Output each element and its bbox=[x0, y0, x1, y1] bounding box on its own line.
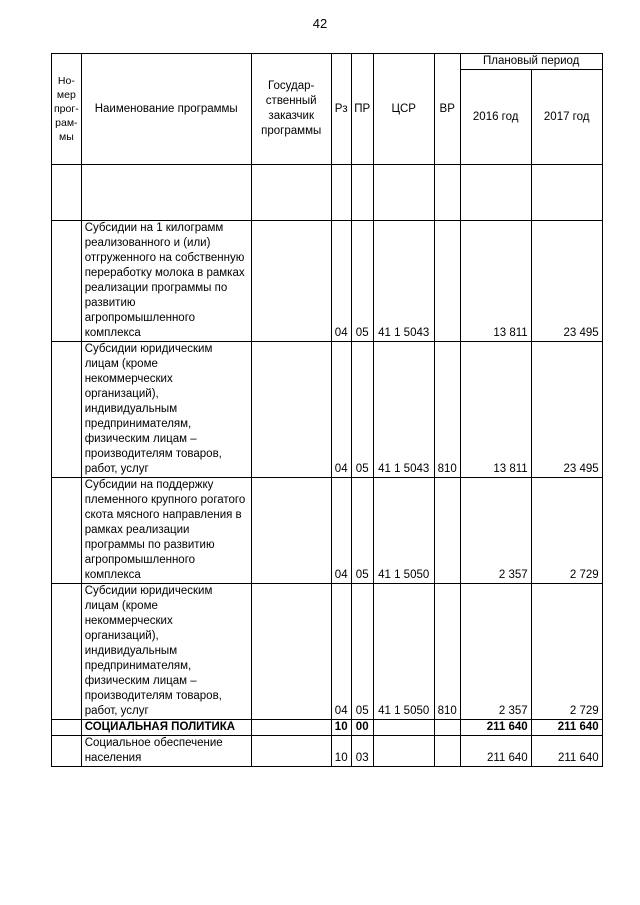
row-2017-cell: 211 640 bbox=[531, 720, 602, 736]
header-spacer-csr bbox=[373, 165, 434, 221]
table-row bbox=[52, 736, 603, 767]
row-rz-cell: 04 bbox=[331, 478, 351, 584]
row-number-cell bbox=[52, 736, 82, 767]
table-row bbox=[52, 221, 603, 342]
header-spacer-number bbox=[52, 165, 82, 221]
row-csr-cell bbox=[373, 720, 434, 736]
row-number-cell bbox=[52, 720, 82, 736]
header-number: Но-мер прог-рам-мы bbox=[52, 54, 82, 165]
row-2017-cell: 211 640 bbox=[531, 736, 602, 767]
row-customer-cell bbox=[251, 720, 331, 736]
row-pr-cell: 00 bbox=[351, 720, 373, 736]
row-number-cell bbox=[52, 342, 82, 478]
row-csr-cell: 41 1 5043 bbox=[373, 342, 434, 478]
header-vr: ВР bbox=[434, 54, 460, 165]
row-2016-cell: 211 640 bbox=[460, 720, 531, 736]
row-pr-cell: 05 bbox=[351, 342, 373, 478]
row-number-cell bbox=[52, 221, 82, 342]
row-csr-cell: 41 1 5050 bbox=[373, 478, 434, 584]
page-number: 42 bbox=[312, 16, 328, 31]
row-2017-cell: 2 729 bbox=[531, 478, 602, 584]
header-spacer-rz bbox=[331, 165, 351, 221]
row-name-cell: Социальное обеспечение населения bbox=[81, 736, 251, 767]
header-spacer-name bbox=[81, 165, 251, 221]
row-vr-cell bbox=[434, 478, 460, 584]
header-spacer-pr bbox=[351, 165, 373, 221]
table-header bbox=[52, 54, 603, 221]
row-vr-cell bbox=[434, 720, 460, 736]
row-pr-cell: 05 bbox=[351, 478, 373, 584]
row-rz-cell: 04 bbox=[331, 342, 351, 478]
row-pr-cell: 03 bbox=[351, 736, 373, 767]
row-customer-cell bbox=[251, 736, 331, 767]
row-2016-cell: 2 357 bbox=[460, 478, 531, 584]
row-2016-cell: 13 811 bbox=[460, 342, 531, 478]
header-year-2016: 2016 год bbox=[460, 70, 531, 165]
table-row bbox=[52, 342, 603, 478]
row-vr-cell: 810 bbox=[434, 342, 460, 478]
header-year-2017: 2017 год bbox=[531, 70, 602, 165]
header-spacer-2017 bbox=[531, 165, 602, 221]
row-name-cell: Субсидии юридическим лицам (кроме некоммерческих организаций), индивидуальным предпринимателям, физическим лицам – производителям товаров, работ, услуг bbox=[81, 584, 251, 720]
row-name-cell: СОЦИАЛЬНАЯ ПОЛИТИКА bbox=[81, 720, 251, 736]
row-customer-cell bbox=[251, 584, 331, 720]
row-csr-cell bbox=[373, 736, 434, 767]
header-name: Наименование программы bbox=[81, 54, 251, 165]
row-2016-cell: 13 811 bbox=[460, 221, 531, 342]
row-customer-cell bbox=[251, 342, 331, 478]
row-vr-cell bbox=[434, 221, 460, 342]
table-body bbox=[52, 221, 603, 767]
row-name-cell: Субсидии юридическим лицам (кроме некоммерческих организаций), индивидуальным предпринимателям, физическим лицам – производителям товаров, работ, услуг bbox=[81, 342, 251, 478]
row-customer-cell bbox=[251, 221, 331, 342]
row-name-cell: Субсидии на 1 килограмм реализованного и (или) отгруженного на собственную переработку молока в рамках реализации программы по развитию агропромышленного комплекса bbox=[81, 221, 251, 342]
header-rz: Рз bbox=[331, 54, 351, 165]
row-2017-cell: 23 495 bbox=[531, 221, 602, 342]
header-customer: Государ-ственный заказчик программы bbox=[251, 54, 331, 165]
row-2017-cell: 23 495 bbox=[531, 342, 602, 478]
row-rz-cell: 10 bbox=[331, 720, 351, 736]
row-number-cell bbox=[52, 584, 82, 720]
header-spacer-customer bbox=[251, 165, 331, 221]
row-vr-cell: 810 bbox=[434, 584, 460, 720]
table-row bbox=[52, 720, 603, 736]
row-csr-cell: 41 1 5050 bbox=[373, 584, 434, 720]
row-customer-cell bbox=[251, 478, 331, 584]
budget-table bbox=[51, 53, 603, 767]
row-2017-cell: 2 729 bbox=[531, 584, 602, 720]
row-rz-cell: 10 bbox=[331, 736, 351, 767]
header-csr: ЦСР bbox=[373, 54, 434, 165]
row-2016-cell: 211 640 bbox=[460, 736, 531, 767]
row-vr-cell bbox=[434, 736, 460, 767]
table-row bbox=[52, 478, 603, 584]
row-number-cell bbox=[52, 478, 82, 584]
row-rz-cell: 04 bbox=[331, 584, 351, 720]
header-spacer-2016 bbox=[460, 165, 531, 221]
table-row bbox=[52, 584, 603, 720]
row-rz-cell: 04 bbox=[331, 221, 351, 342]
row-name-cell: Субсидии на поддержку племенного крупного рогатого скота мясного направления в рамках реализации программы по развитию агропромышленного комплекса bbox=[81, 478, 251, 584]
row-csr-cell: 41 1 5043 bbox=[373, 221, 434, 342]
header-pr: ПР bbox=[351, 54, 373, 165]
row-pr-cell: 05 bbox=[351, 584, 373, 720]
row-pr-cell: 05 bbox=[351, 221, 373, 342]
row-2016-cell: 2 357 bbox=[460, 584, 531, 720]
header-planned-period: Плановый период bbox=[460, 54, 602, 70]
header-spacer-vr bbox=[434, 165, 460, 221]
